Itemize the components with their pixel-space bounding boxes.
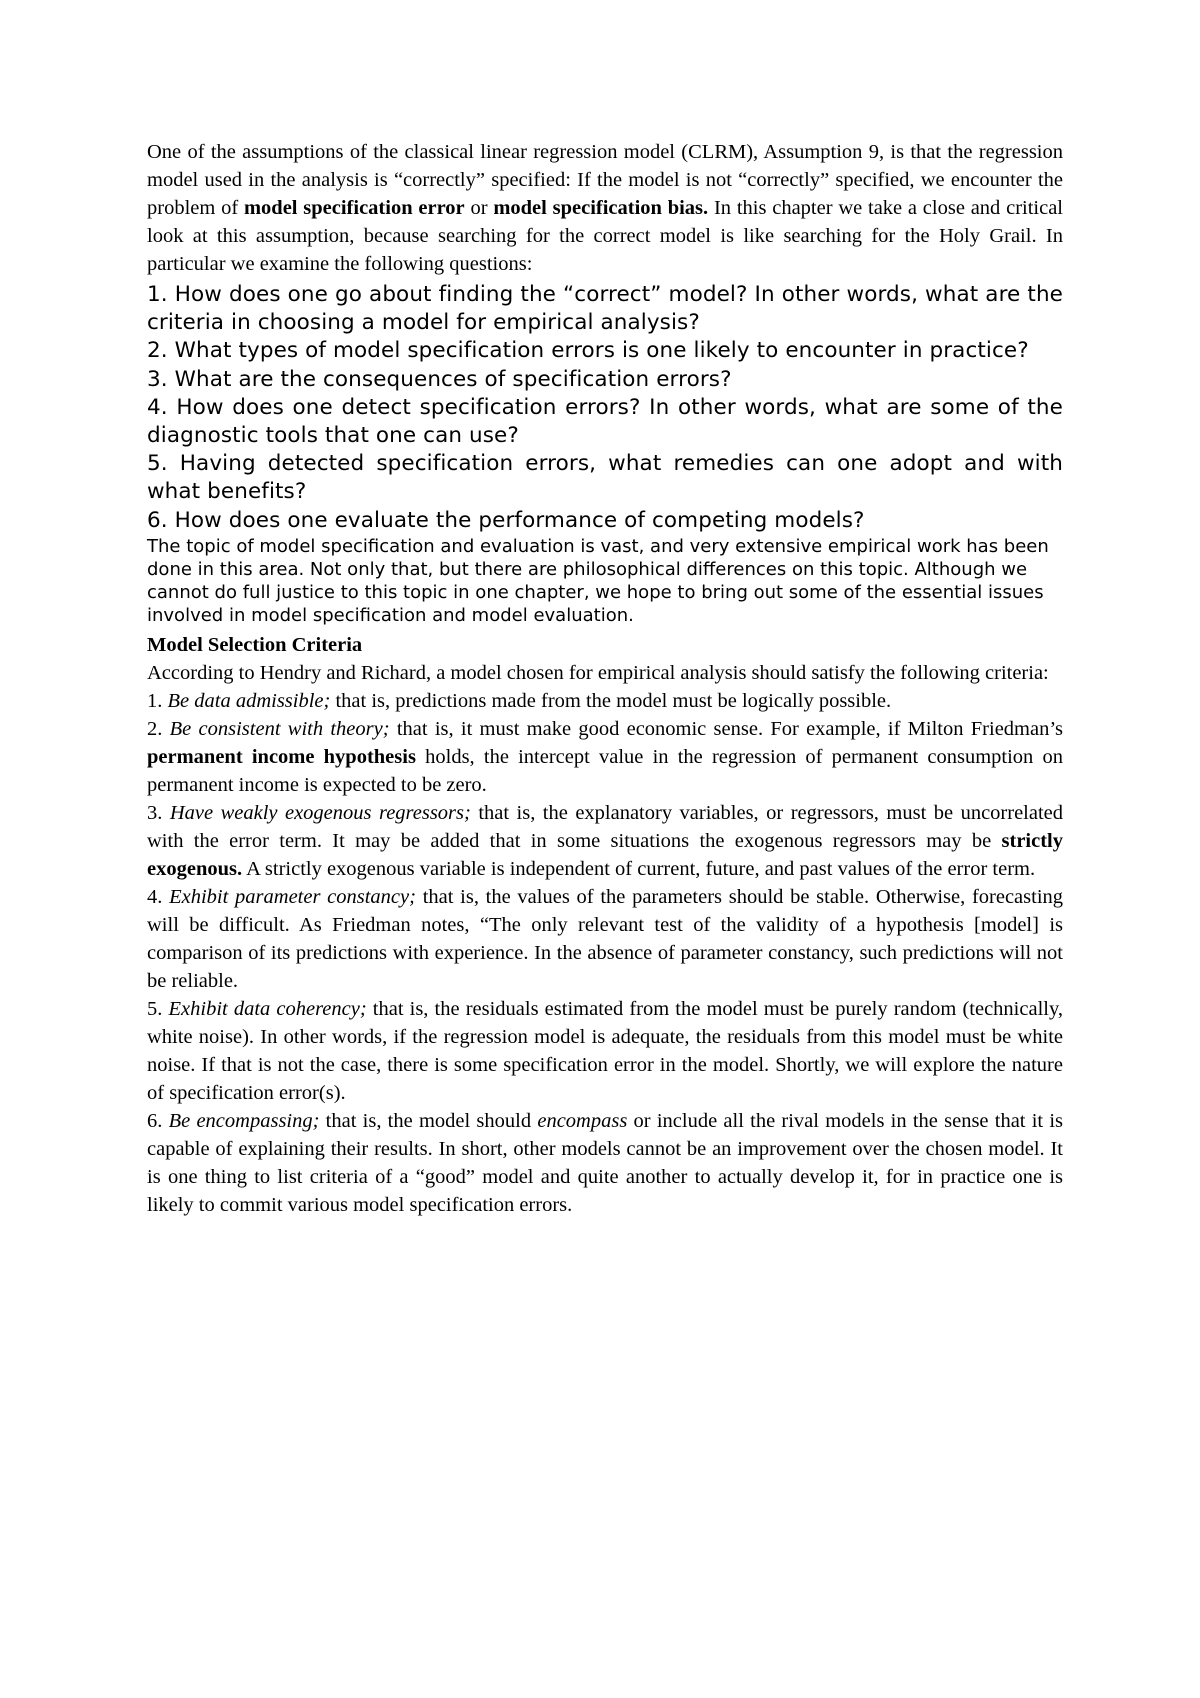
intro-paragraph	[147, 138, 1063, 278]
criterion-number: 5.	[147, 997, 169, 1020]
criterion-text: that is, the explanatory variables, or regressors, must be uncorrelated with the error term. It may be added that in some situations the exogenous regressors may be	[147, 801, 1064, 852]
question-4: 4. How does one detect specification errors? In other words, what are some of the diagnostic tools that one can use?	[147, 394, 1063, 449]
term-strictly-exogenous: strictly exogenous.	[147, 829, 1063, 880]
criterion-title: Be data admissible;	[167, 689, 331, 712]
criterion-text: A strictly exogenous variable is independent of current, future, and past values of the error term.	[242, 857, 1036, 880]
criterion-number: 1.	[147, 689, 168, 712]
intro-text-2: or	[464, 197, 494, 219]
criterion-6	[147, 1107, 1063, 1219]
question-1: 1. How does one go about finding the “correct” model? In other words, what are the criteria in choosing a model for empirical analysis?	[147, 282, 1063, 336]
criterion-text: that is, the model should	[319, 1109, 538, 1132]
criterion-number: 2.	[147, 717, 170, 740]
criterion-title: Exhibit parameter constancy;	[169, 885, 416, 908]
term-model-specification-error: model specification error	[243, 197, 465, 219]
criterion-1	[147, 687, 1063, 715]
term-permanent-income-hypothesis: permanent income hypothesis	[147, 745, 416, 768]
criterion-text: that is, the values of the parameters should be stable. Otherwise, forecasting will be difficult. As Friedman notes, “The only relevant test of the validity of a hypothesis [model] is comparison of its predictions with experience. In the absence of parameter constancy, such predictions will not be reliable.	[147, 885, 1064, 992]
intro-text-3: In this chapter we take a close and critical look at this assumption, because searching for the correct model is like searching for the Holy Grail. In particular we examine the following questions:	[147, 197, 1063, 275]
criterion-title: Be encompassing;	[168, 1109, 320, 1132]
criterion-title: Exhibit data coherency;	[168, 997, 367, 1020]
criterion-5	[147, 995, 1063, 1107]
criterion-number: 4.	[147, 885, 170, 908]
question-3: 3. What are the consequences of specification errors?	[147, 366, 732, 392]
criterion-text: that is, it must make good economic sense. For example, if Milton Friedman’s	[389, 717, 1064, 740]
criterion-3	[147, 799, 1063, 883]
question-6: 6. How does one evaluate the performance of competing models?	[147, 507, 865, 533]
criteria-intro: According to Hendry and Richard, a model chosen for empirical analysis should satisfy the following criteria:	[147, 661, 1049, 684]
term-model-specification-bias: model specification bias.	[493, 197, 709, 219]
criterion-text: or include all the rival models in the sense that it is capable of explaining their results. In short, other models cannot be an improvement over the chosen model. It is one thing to list criteria of a “good” model and quite another to actually develop it, for in practice one is likely to commit various model specification errors.	[147, 1109, 1064, 1216]
criterion-4	[147, 883, 1063, 995]
criterion-number: 6.	[147, 1109, 169, 1132]
section-heading: Model Selection Criteria	[147, 633, 363, 656]
criterion-2	[147, 715, 1063, 799]
criterion-text: that is, predictions made from the model must be logically possible.	[330, 689, 892, 712]
document-page	[147, 138, 1063, 1219]
criterion-text: holds, the intercept value in the regression of permanent consumption on permanent income is expected to be zero.	[147, 745, 1063, 796]
criterion-text: that is, the residuals estimated from the model must be purely random (technically, white noise). In other words, if the regression model is adequate, the residuals from this model must be white noise. If that is not the case, there is some specification error in the model. Shortly, we will explore the nature of specification error(s).	[147, 997, 1064, 1104]
intro-text-1: One of the assumptions of the classical linear regression model (CLRM), Assumption 9, is that the regression model used in the analysis is “correctly” specified: If the model is not “correctly” specified, we encounter the problem of	[147, 141, 1063, 219]
criterion-number: 3.	[147, 801, 170, 824]
term-encompass: encompass	[537, 1109, 628, 1132]
criterion-title: Have weakly exogenous regressors;	[169, 801, 471, 824]
criterion-title: Be consistent with theory;	[169, 717, 390, 740]
question-2: 2. What types of model specification errors is one likely to encounter in practice?	[147, 338, 1029, 364]
topic-paragraph: The topic of model specification and evaluation is vast, and very extensive empirical work has been done in this area. Not only that, but there are philosophical differences on this topic. Although we cannot do full justice to this topic in one chapter, we hope to bring out some of the essential issues involved in model specification and model evaluation.	[147, 535, 1049, 626]
question-5: 5. Having detected specification errors, what remedies can one adopt and with what benefits?	[147, 451, 1063, 505]
